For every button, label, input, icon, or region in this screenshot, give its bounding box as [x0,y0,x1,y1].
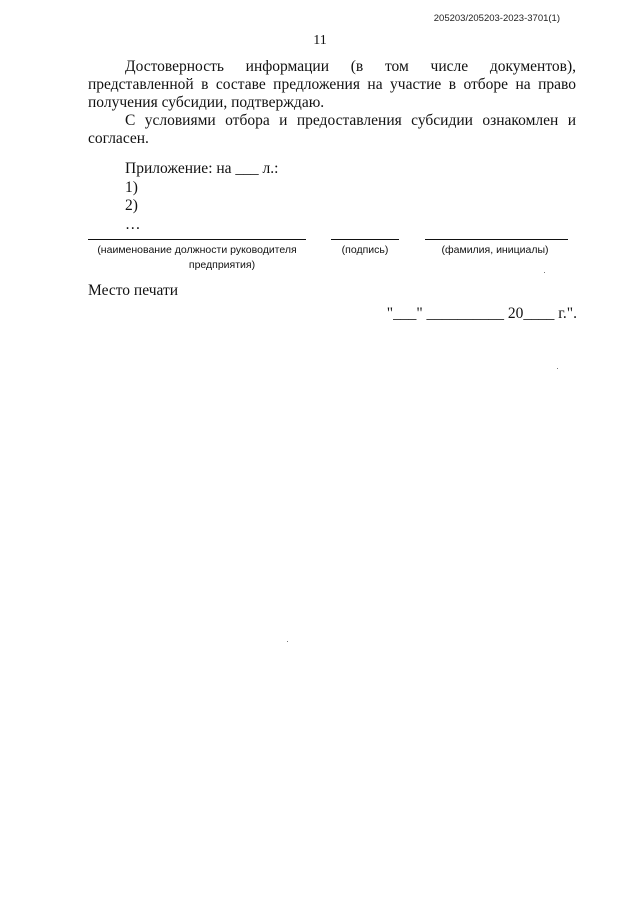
page-number: 11 [313,33,327,48]
scan-speck [544,272,545,273]
name-caption: (фамилия, инициалы) [441,244,549,256]
scan-speck [557,368,558,369]
attachments-label: Приложение: на ___ л.: [125,160,279,177]
document-id: 205203/205203-2023-3701(1) [433,13,560,24]
date-line: "___" __________ 20____ г.". [386,305,577,322]
declaration-paragraph-reliability: Достоверность информации (в том числе документов), представленной в составе предложения на участие в отборе на право получения субсидии, подтверждаю. [88,58,576,111]
signature-caption: (подпись) [341,244,389,256]
position-signature-line [88,239,306,240]
attachment-item: 1) [125,178,138,196]
name-signature-line [425,239,568,240]
attachment-item: … [125,215,141,233]
attachments-list [125,160,278,234]
stamp-place-label: Место печати [88,282,179,299]
position-caption-line2: предприятия) [188,259,256,271]
declaration-paragraph-conditions: С условиями отбора и предоставления субсидии ознакомлен и согласен. [88,112,576,147]
scan-speck [287,641,288,642]
attachment-item: 2) [125,197,138,214]
signature-line [331,239,399,240]
position-caption [88,243,306,273]
declaration-text [88,58,576,148]
position-caption-line1: (наименование должности руководителя [97,244,297,256]
